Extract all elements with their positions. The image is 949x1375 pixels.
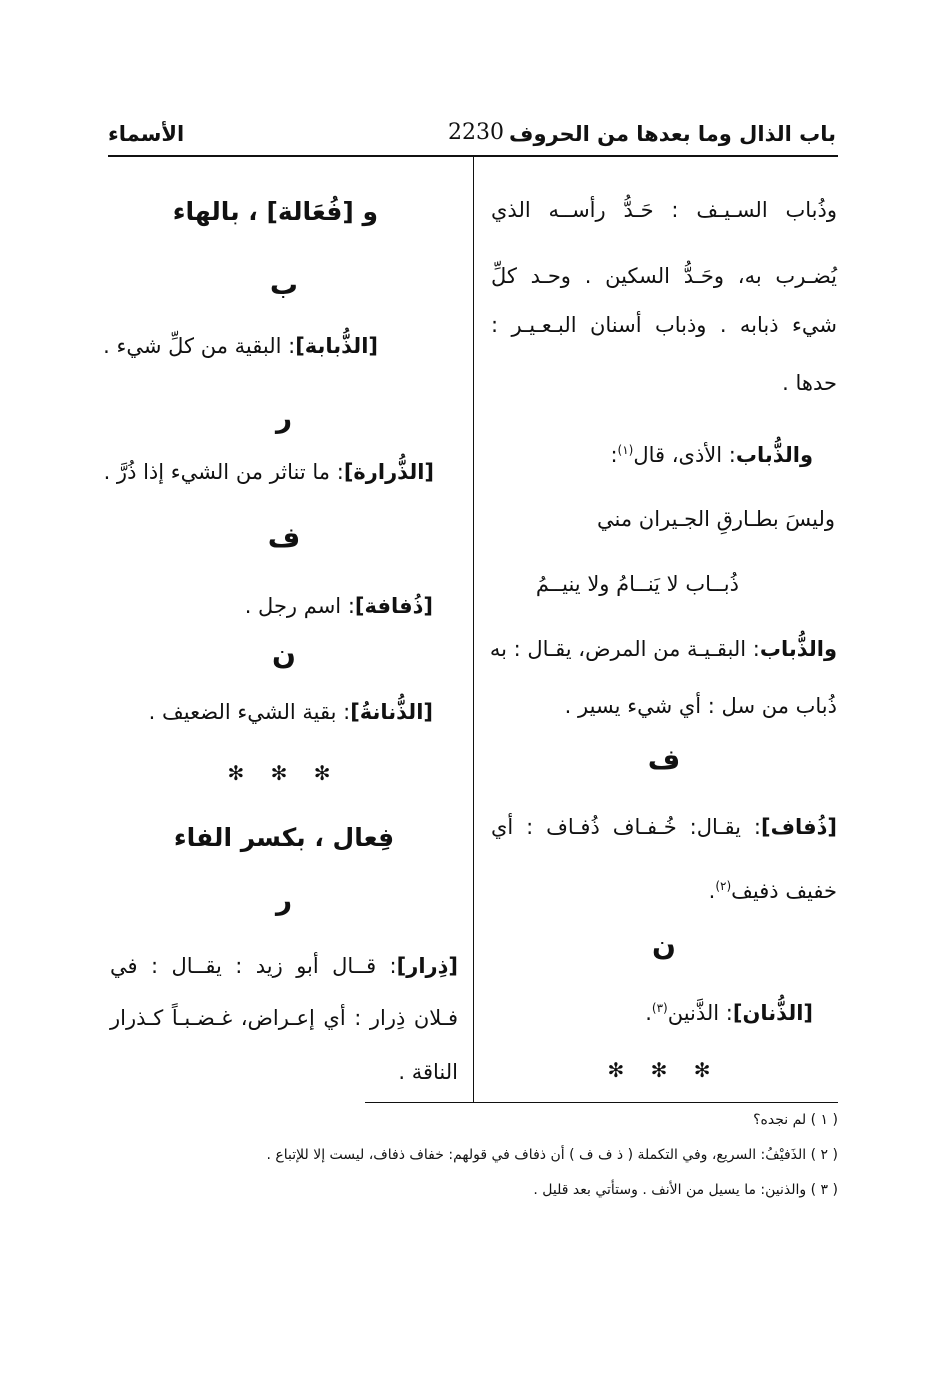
entry-headword: والذُّباب: [735, 443, 813, 467]
letter-heading: ر: [275, 883, 293, 916]
page-header: [108, 118, 836, 154]
letter-heading: ر: [275, 401, 293, 434]
footnote: ( ١ ) لم نجده؟: [753, 1112, 838, 1128]
running-title-left: الأسماء: [108, 122, 185, 146]
text-line: ذُباب من سل : أي شيء يسير .: [564, 694, 837, 718]
letter-heading: ب: [269, 268, 299, 301]
entry-line: [الذُّنان]: الذَّنين$^{(٣)}$.: [645, 1001, 813, 1025]
entry-line: [ذِرار]: قــال أبو زيد : يقــال : في: [110, 954, 458, 978]
entry-line: والذُّباب: الأذى، قال$^{(١)}$:: [610, 443, 813, 467]
entry-line: [الذُّرارة]: ما تناثر من الشيء إذا ذُرَّ .: [103, 460, 434, 484]
entry-headword: [الذُّبابة]: [295, 334, 378, 358]
entry-headword: [ذُفافة]: [354, 594, 433, 618]
entry-headword: [الذُّنان]: [732, 1001, 813, 1025]
text-line: فـلان ذِرار : أي إعـراض، غـضـبـاً كـذرار: [110, 1006, 458, 1030]
footnote-ref: (٢): [715, 879, 732, 893]
text-line: خفيف ذفيف$^{(٢)}$.: [708, 879, 837, 903]
letter-heading: ن: [652, 929, 676, 962]
footnote-ref: (١): [617, 443, 634, 457]
entry-line: [الذُّنانةُ]: بقية الشيء الضعيف .: [148, 700, 433, 724]
entry-line: [الذُّبابة]: البقية من كلِّ شيء .: [103, 334, 378, 358]
entry-line: [ذُفاف]: يقـال: خُـفـاف ذُفـاف : أي: [491, 815, 837, 839]
verse-line: وليسَ بطـارقِ الجـيران مني: [597, 507, 835, 531]
letter-heading: ف: [267, 521, 301, 554]
running-title-right: باب الذال وما بعدها من الحروف: [509, 122, 836, 146]
section-separator: ✻ ✻ ✻: [607, 1058, 721, 1082]
section-heading: و [فُعَالة] ، بالهاء: [172, 197, 378, 226]
letter-heading: ن: [272, 638, 296, 671]
text-line: حدها .: [782, 371, 837, 395]
text-line: يُضـرب به، وحَـدُّ السكين . وحـد كلِّ: [491, 264, 837, 288]
entry-headword: [الذُّنانةُ]: [350, 700, 433, 724]
entry-headword: [الذُّرارة]: [343, 460, 434, 484]
entry-line: [ذُفافة]: اسم رجل .: [244, 594, 433, 618]
letter-heading: ف: [647, 743, 681, 776]
footnote-ref: (٣): [651, 1001, 668, 1015]
footnote: ( ٢ ) الذَفيْفُ: السريع، وفي التكملة ( ذ ف ف ) أن ذفاف في قولهم: خفاف ذفاف، ليست إلا للإتباع .: [266, 1147, 838, 1163]
column-divider: [473, 157, 474, 1102]
text-line: الناقة .: [398, 1060, 458, 1084]
footnote: ( ٣ ) والذنين: ما يسيل من الأنف . وستأتي بعد قليل .: [533, 1182, 838, 1198]
entry-headword: [ذِرار]: [396, 954, 458, 978]
entry-headword: [ذُفاف]: [760, 815, 837, 839]
entry-line: والذُّباب: البقـيـة من المرض، يقـال : به: [489, 637, 837, 661]
verse-line: ذُبــاب لا يَنــامُ ولا ينيــمُ: [535, 572, 739, 596]
text-line: وذُباب السـيـف : حَـدُّ رأســه الذي: [491, 198, 837, 222]
section-separator: ✻ ✻ ✻: [227, 761, 341, 785]
footnote-rule: [365, 1102, 838, 1103]
section-heading: فِعال ، بكسر الفاء: [173, 823, 395, 852]
entry-headword: والذُّباب: [759, 637, 837, 661]
page-number: 2230: [448, 120, 504, 145]
text-line: شيء ذبابه . وذباب أسنان البـعـيـر :: [491, 313, 837, 337]
